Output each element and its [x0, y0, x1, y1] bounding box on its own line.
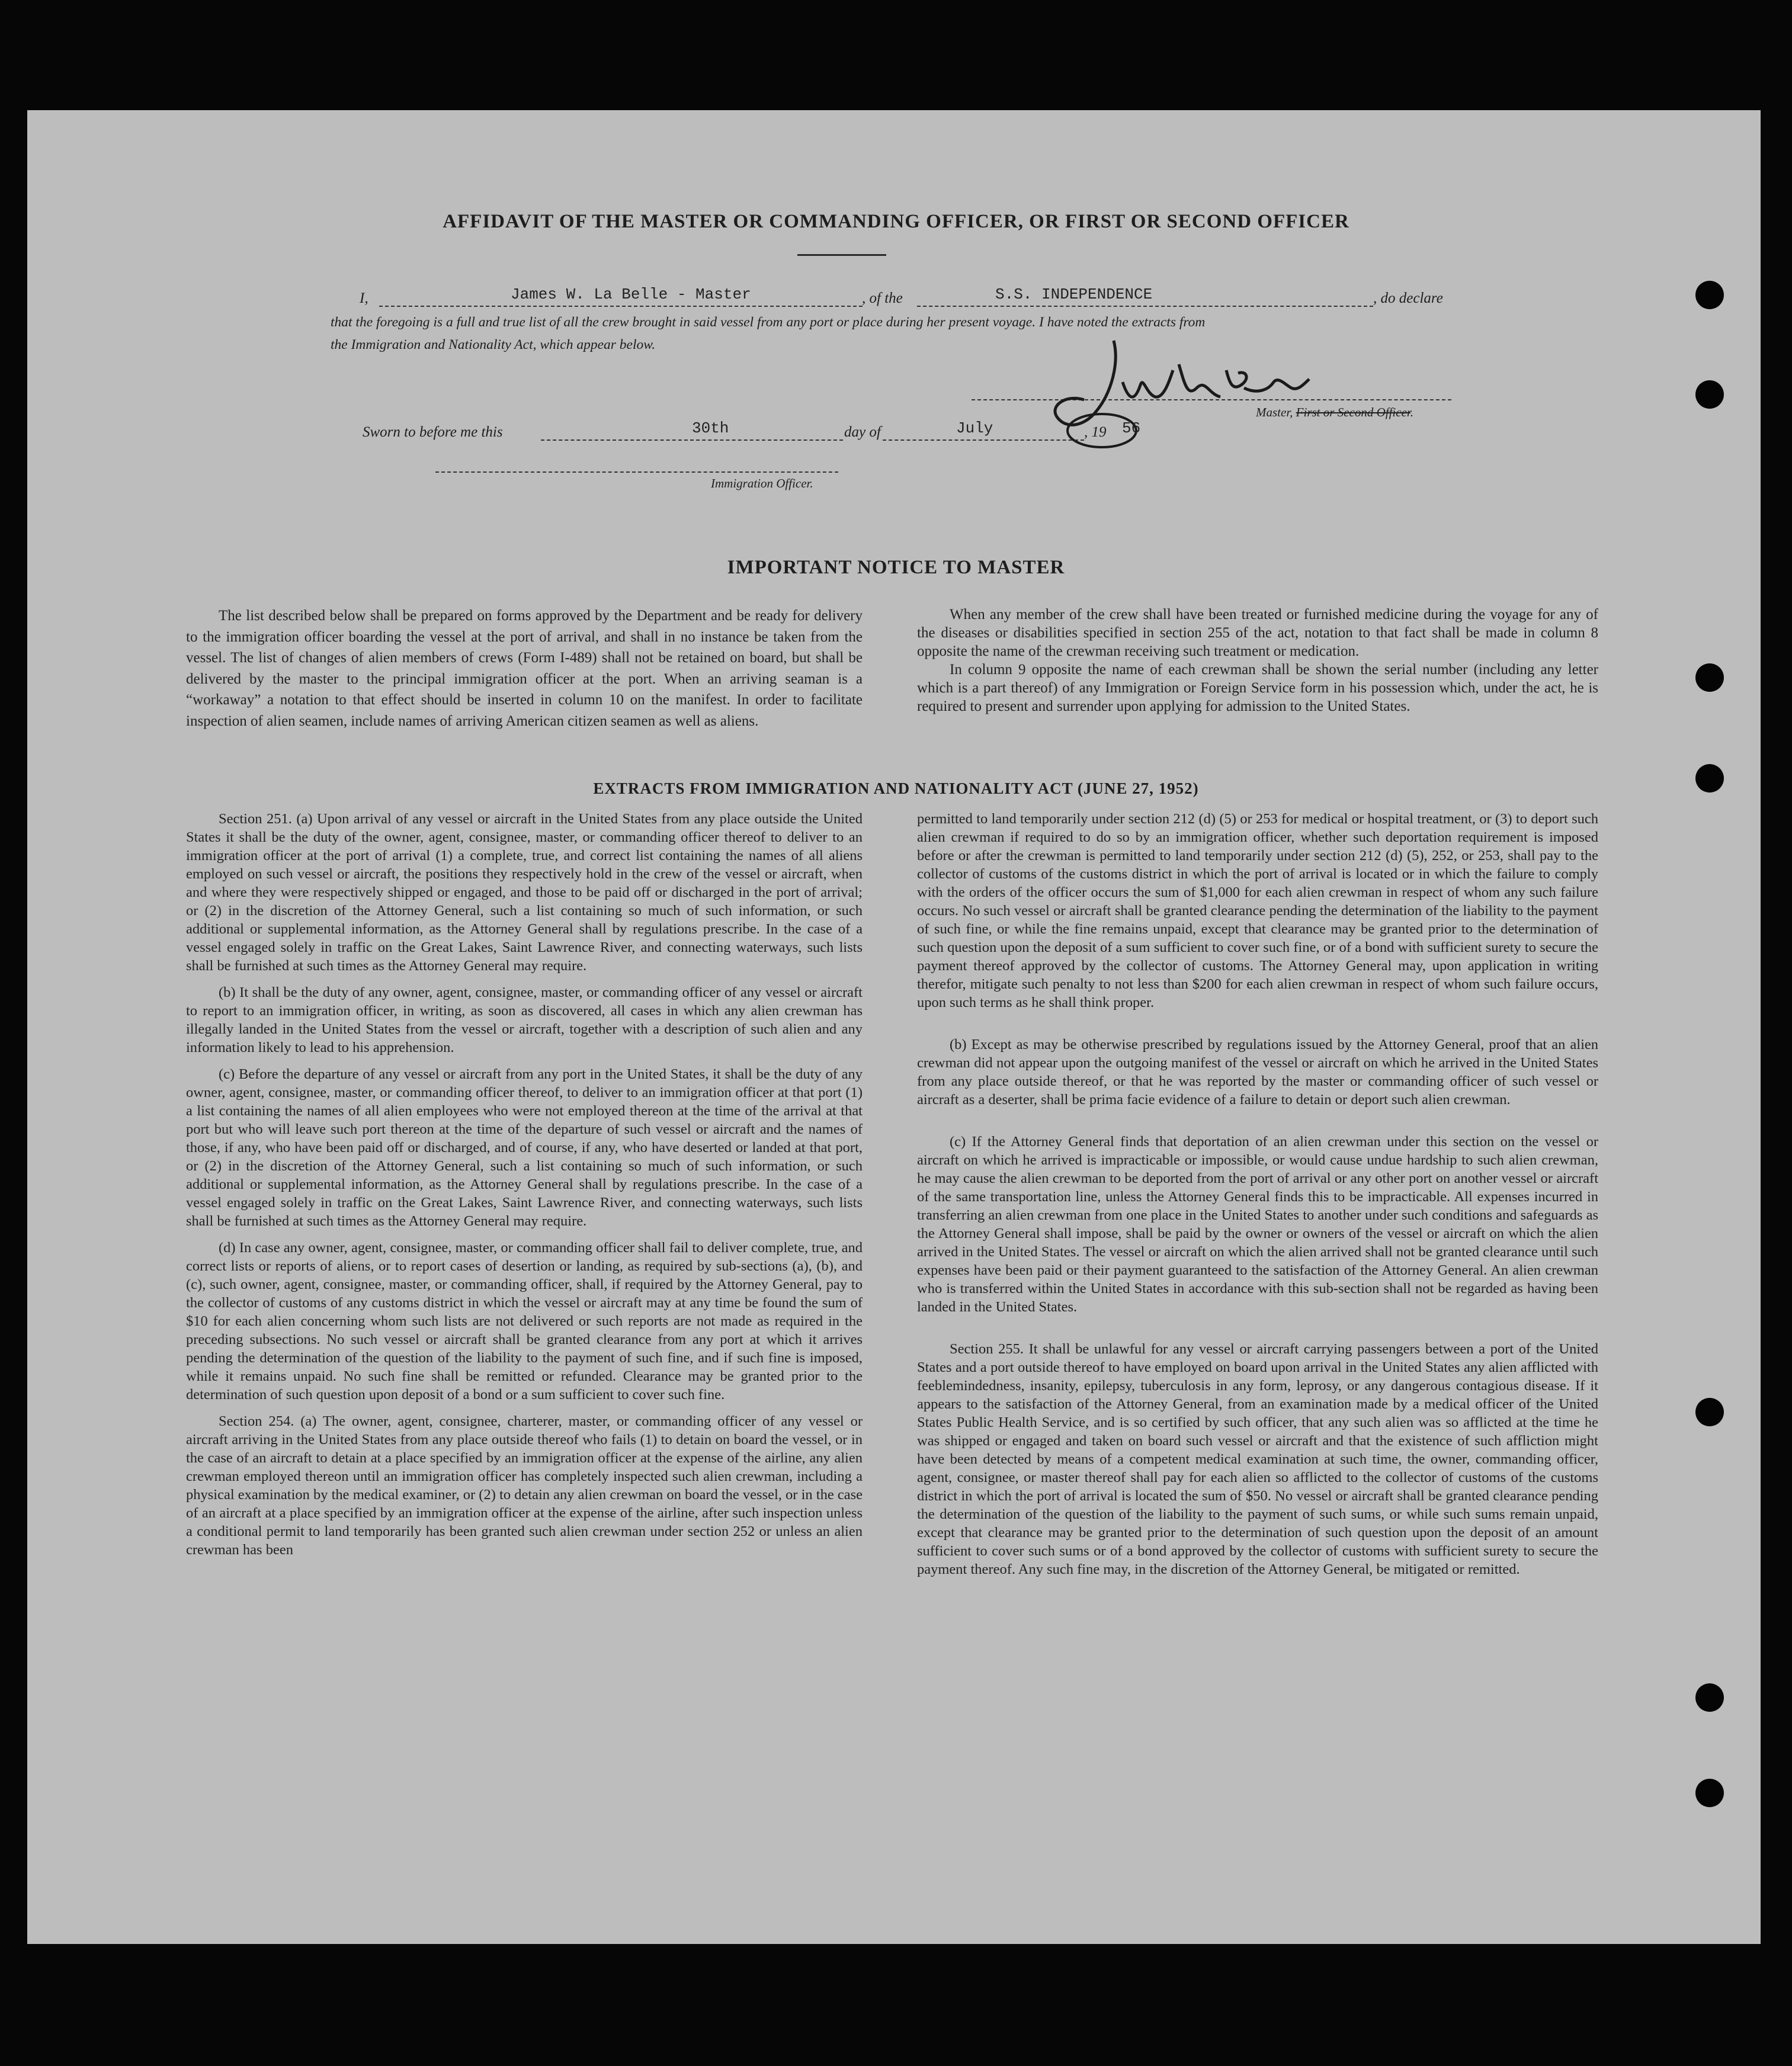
- vessel-line: [917, 306, 1373, 307]
- extracts-left-column: [186, 810, 863, 1567]
- punch-hole: [1695, 1683, 1724, 1712]
- officer-line: [435, 471, 838, 473]
- section-251-c: (c) Before the departure of any vessel or aircraft from any port in the United States, it shall be the duty of any owner, agent, consignee, master, or commanding officer thereof, to deliver to an immigration officer at that port (1) a list containing the names of all alien employees who were not employed thereon at the time of the arrival at that port but who will leave such port thereon at the time of the departure of such vessel or aircraft and the names of those, if any, who have been paid off or discharged, and of course, if any, who have deserted or landed at that port, or (2) in the discretion of the Attorney General, such a list containing so much of such information, or such additional or supplemental information, as the Attorney General shall by regulations prescribe. In the case of a vessel engaged solely in traffic on the Great Lakes, Saint Lawrence River, and connecting waterways, such lists shall be furnished at such times as the Attorney General may require.: [186, 1066, 863, 1229]
- year-prefix: , 19: [1084, 424, 1107, 440]
- name-line: [379, 306, 863, 307]
- sworn-day-line: [541, 439, 843, 441]
- section-251-b: (b) It shall be the duty of any owner, agent, consignee, master, or commanding officer of any vessel or aircraft to report to an immigration officer, in writing, as soon as discovered, all cases in which any alien crewman has illegally landed in the United States from the vessel or aircraft, together with a description of such alien and any information likely to lead to his apprehension.: [186, 984, 863, 1056]
- extracts-right-column: [917, 810, 1598, 1587]
- affidavit-title: AFFIDAVIT OF THE MASTER OR COMMANDING OFFICER, OR FIRST OR SECOND OFFICER: [443, 211, 1349, 232]
- master-signature: [1031, 329, 1315, 453]
- sworn-label: Sworn to before me this: [363, 424, 503, 440]
- section-251-d: (d) In case any owner, agent, consignee, master, or commanding officer shall fail to deliver complete, true, and correct lists or reports of aliens, or to report cases of desertion or landing, as required by sub-sections (a), (b), and (c), such owner, agent, consignee, master, or commanding officer, shall, if required by the Attorney General, pay to the collector of customs of any customs district in which the vessel or aircraft may at any time be found the sum of $10 for each alien concerning whom such lists are not delivered or such reports are not made as required in the preceding subsections. No such vessel or aircraft shall be granted clearance from any port at which it arrives pending the determination of the question of the liability to the payment of such fine, and if such fine is imposed, while it remains unpaid. No such fine shall be remitted or refunded. Clearance may be granted prior to the determination of such question upon deposit of a bond or a sum sufficient to cover such fine.: [186, 1240, 863, 1403]
- day-of-label: day of: [844, 424, 881, 440]
- of-the-label: , of the: [862, 290, 903, 306]
- notice-title: IMPORTANT NOTICE TO MASTER: [727, 557, 1065, 578]
- section-254-a: Section 254. (a) The owner, agent, consignee, charterer, master, or commanding officer of any vessel or aircraft arriving in the United States from any place outside thereof who fails (1) to detain on board the vessel, or in the case of an aircraft to detain at a place specified by an immigration officer at the expense of the airline, any alien crewman employed thereon until an immigration officer has completely inspected such alien crewman, including a physical examination by the medical examiner, or (2) to detain any alien crewman on board the vessel, or in the case of an aircraft at a place specified by an immigration officer at the expense of the airline, after such inspection unless a conditional permit to land temporarily has been granted such alien crewman under section 252 or unless an alien crewman has been: [186, 1413, 863, 1558]
- statement-line-1: that the foregoing is a full and true list of all the crew brought in said vessel from any port or place during her present voyage. I have noted the extracts from: [331, 315, 1206, 330]
- statement-line-2: the Immigration and Nationality Act, which appear below.: [331, 337, 656, 352]
- notice-right-paragraph-1: When any member of the crew shall have been treated or furnished medicine during the voyage for any of the diseases or disabilities specified in section 255 of the act, notation to that fact shall be made in column 8 opposite the name of the crewman receiving such treatment or medication.: [917, 607, 1598, 659]
- sworn-day: 30th: [692, 419, 729, 437]
- section-251-a: Section 251. (a) Upon arrival of any vessel or aircraft in the United States from any place outside the United States it shall be the duty of the owner, agent, consignee, master, or commanding officer thereof to deliver to an immigration officer at the port of arrival (1) a complete, true, and correct list containing the names of all aliens employed on such vessel or aircraft, the positions they respectively hold in the crew of the vessel or aircraft, when and where they were respectively shipped or engaged, and those to be paid off or discharged in the port of arrival; or (2) in the discretion of the Attorney General, such a list containing so much of such information, or such additional or supplemental information, as the Attorney General shall by regulations prescribe. In the case of a vessel engaged solely in traffic on the Great Lakes, Saint Lawrence River, and connecting waterways, such lists shall be furnished at such times as the Attorney General may require.: [186, 811, 863, 974]
- title-underline: [797, 254, 886, 256]
- punch-hole: [1695, 1779, 1724, 1807]
- sworn-year: 56: [1122, 419, 1141, 437]
- notice-right-column: [917, 605, 1598, 724]
- sworn-month-line: [883, 439, 1084, 441]
- caption-struck: First or Second Officer: [1296, 405, 1410, 419]
- extracts-title: EXTRACTS FROM IMMIGRATION AND NATIONALITY ACT (JUNE 27, 1952): [593, 779, 1199, 797]
- notice-left-column: [186, 605, 863, 740]
- vessel-name: S.S. INDEPENDENCE: [995, 285, 1153, 303]
- caption-master: Master,: [1256, 405, 1293, 419]
- signature-caption: Master, First or Second Officer.: [1256, 405, 1413, 419]
- punch-hole: [1695, 281, 1724, 309]
- section-254-b: (b) Except as may be otherwise prescribed by regulations issued by the Attorney General, proof that an alien crewman did not appear upon the outgoing manifest of the vessel or aircraft on which he arrived in the United States from any place outside thereof, or that he was reported by the master or commanding officer of such vessel or aircraft as a deserter, shall be prima facie evidence of a failure to detain or deport such alien crewman.: [917, 1037, 1598, 1108]
- sworn-month: July: [956, 419, 993, 437]
- master-name: James W. La Belle - Master: [511, 285, 751, 303]
- punch-hole: [1695, 663, 1724, 692]
- punch-hole: [1695, 1398, 1724, 1426]
- notice-left-paragraph: The list described below shall be prepared on forms approved by the Department and be ready for delivery to the immigration officer boarding the vessel at the port of arrival, and shall in no instance be taken from the vessel. The list of changes of alien members of crews (Form I-489) shall not be retained on board, but shall be delivered by the master to the principal immigration officer at the port. When an arriving seaman is a “workaway” a notation to that effect should be inserted in column 10 on the manifest. In order to facilitate inspection of alien seamen, include names of arriving American citizen seamen as well as aliens.: [186, 608, 863, 729]
- section-255: Section 255. It shall be unlawful for any vessel or aircraft carrying passengers between a port of the United States and a port outside thereof to have employed on board upon arrival in the United States any alien afflicted with feeblemindedness, insanity, epilepsy, tuberculosis in any form, leprosy, or any dangerous contagious disease. If it appears to the satisfaction of the Attorney General, from an examination made by a medical officer of the United States Public Health Service, and is so certified by such officer, that any such alien was so afflicted at the time he was shipped or engaged and taken on board such vessel or aircraft and that the existence of such affliction might have been detected by means of a competent medical examination at such time, the owner, commanding officer, agent, consignee, or master thereof shall pay for each alien so afflicted to the collector of customs of the customs district in which the port of arrival is located the sum of $50. No vessel or aircraft shall be granted clearance pending the determination of the question of the liability to the payment of such sums, or while such sums remain unpaid, except that clearance may be granted prior to the determination of such question upon the deposit of an amount sufficient to cover such sums or of a bond approved by the collector of customs with sufficient surety to secure the payment thereof. Any such fine may, in the discretion of the Attorney General, be mitigated or remitted.: [917, 1341, 1598, 1577]
- punch-hole: [1695, 380, 1724, 409]
- notice-right-paragraph-2: In column 9 opposite the name of each crewman shall be shown the serial number (including any letter which is a part thereof) of any Immigration or Foreign Service form in his possession which, under the act, he is required to present and surrender upon applying for admission to the United States.: [917, 662, 1598, 714]
- section-254-c: (c) If the Attorney General finds that deportation of an alien crewman under this section on the vessel or aircraft on which he arrived is impracticable or impossible, or would cause undue hardship to such alien crewman, he may cause the alien crewman to be deported from the port of arrival or any other port on another vessel or aircraft of the same transportation line, unless the Attorney General finds this to be impracticable. All expenses incurred in transferring an alien crewman from one place in the United States to another under such conditions and safeguards as the Attorney General shall impose, shall be paid by the owner or owners of the vessel or aircraft on which the alien arrived in the United States. The vessel or aircraft on which the alien arrived shall not be granted clearance until such expenses have been paid or their payment guaranteed to the satisfaction of the Attorney General. An alien crewman who is transferred within the United States in accordance with this sub-section shall not be regarded as having been landed in the United States.: [917, 1134, 1598, 1315]
- section-254-a-continued: permitted to land temporarily under section 212 (d) (5) or 253 for medical or hospital treatment, or (3) to deport such alien crewman if required to do so by an immigration officer, whether such deportation requirement is imposed before or after the crewman is permitted to land temporarily under section 212 (d) (5), 252, or 253, shall pay to the collector of customs of the customs district in which the port of arrival is located or in which the failure to comply with the orders of the officer occurs the sum of $1,000 for each alien crewman in respect of whom any such failure occurs. No such vessel or aircraft shall be granted clearance pending the determination of the liability to the payment of such fine, or while the fine remains unpaid, except that clearance may be granted prior to the determination of such question upon the deposit of a sum sufficient to cover such fine, or of a bond with sufficient surety to secure the payment thereof approved by the collector of customs. The Attorney General may, upon application in writing therefor, mitigate such penalty to not less than $200 for each alien crewman in respect of whom such failure occurs, upon such terms as he shall think proper.: [917, 811, 1598, 1010]
- officer-caption: Immigration Officer.: [711, 476, 813, 490]
- do-declare-label: , do declare: [1373, 290, 1443, 306]
- i-label: I,: [360, 290, 368, 306]
